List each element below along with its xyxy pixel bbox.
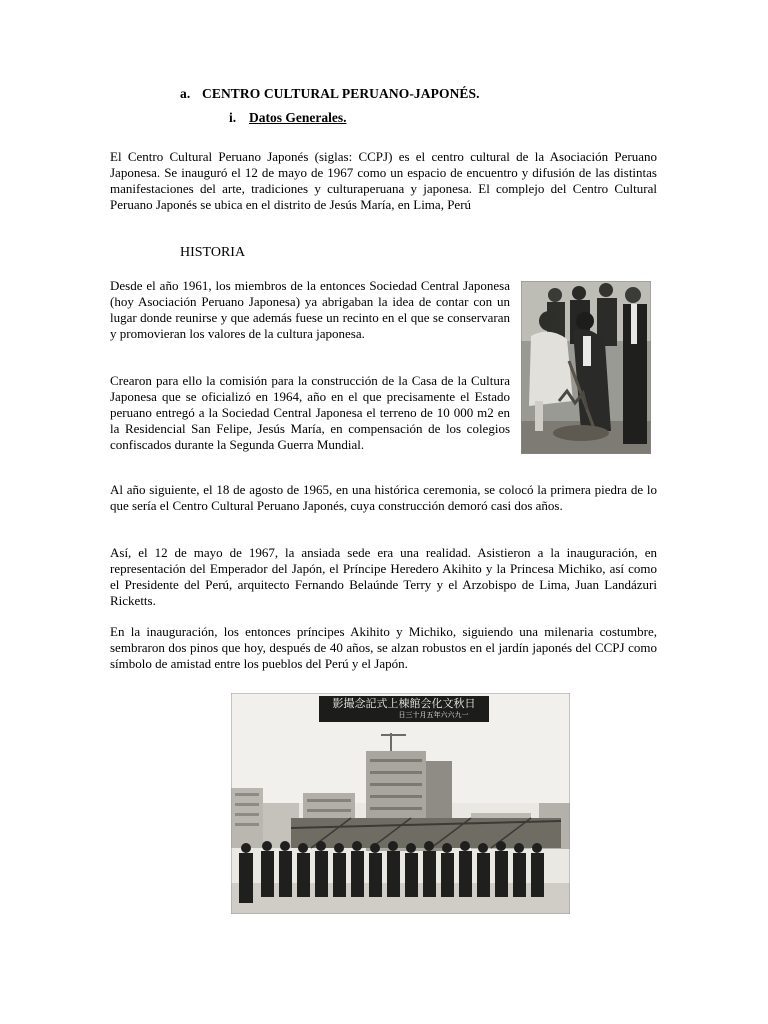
subsection-title: Datos Generales.	[249, 110, 347, 125]
history-paragraph-4: Así, el 12 de mayo de 1967, la ansiada sede era una realidad. Asistieron a la inauguración, en representación del Emperador del Japón, el Príncipe Heredero Akihito y la Princesa Michiko, así como el Presidente del Perú, arquitecto Fernando Belaúnde Terry y el Arzobispo de Lima, Juan Landázuri Ricketts.	[110, 545, 657, 608]
history-paragraph-5: En la inauguración, los entonces príncipes Akihito y Michiko, siguiendo una milenaria costumbre, sembraron dos pinos que hoy, después de 40 años, se alzan robustos en el jardín japonés del CCPJ como símbolo de amistad entre los pueblos del Perú y el Japón.	[110, 624, 657, 671]
section-title: CENTRO CULTURAL PERUANO-JAPONÉS.	[202, 86, 480, 101]
history-paragraph-1: Desde el año 1961, los miembros de la entonces Sociedad Central Japonesa (hoy Asociación Peruano Japonesa) ya abrigaban la idea de contar con un lugar donde reunirse y que además fuese un recinto en el que se conservaran y promovieran los valores de la cultura japonesa.	[110, 278, 510, 341]
photo-caption-line-1: 影撮念記式上棟館会化文秋日	[332, 697, 476, 710]
intro-paragraph: El Centro Cultural Peruano Japonés (siglas: CCPJ) es el centro cultural de la Asociación Peruano Japonesa. Se inauguró el 12 de mayo de 1967 como un espacio de encuentro y difusión de las distintas manifestaciones del arte, tradiciones y culturaperuana y japonesa. El complejo del Centro Cultural Peruano Japonés se ubica en el distrito de Jesús María, en Lima, Perú	[110, 149, 657, 212]
ceremony-photo	[521, 281, 651, 454]
historia-heading: HISTORIA	[180, 245, 246, 260]
photo-caption-line-2: 日三十月五年六六九一	[398, 711, 469, 719]
subsection-number: i.	[229, 110, 237, 125]
subsection-heading	[229, 110, 346, 126]
section-heading	[180, 86, 480, 102]
section-number: a.	[180, 86, 191, 101]
history-paragraph-2: Crearon para ello la comisión para la construcción de la Casa de la Cultura Japonesa que se oficializó en 1964, año en el que precisamente el Estado peruano entregó a la Sociedad Central Japonesa el terreno de 10 000 m2 en la Residencial San Felipe, Jesús María, en compensación de los colegios confiscados durante la Segunda Guerra Mundial.	[110, 373, 510, 452]
construction-group-photo	[231, 693, 570, 914]
history-paragraph-3: Al año siguiente, el 18 de agosto de 1965, en una histórica ceremonia, se colocó la primera piedra de lo que sería el Centro Cultural Peruano Japonés, cuya construcción demoró casi dos años.	[110, 482, 657, 513]
